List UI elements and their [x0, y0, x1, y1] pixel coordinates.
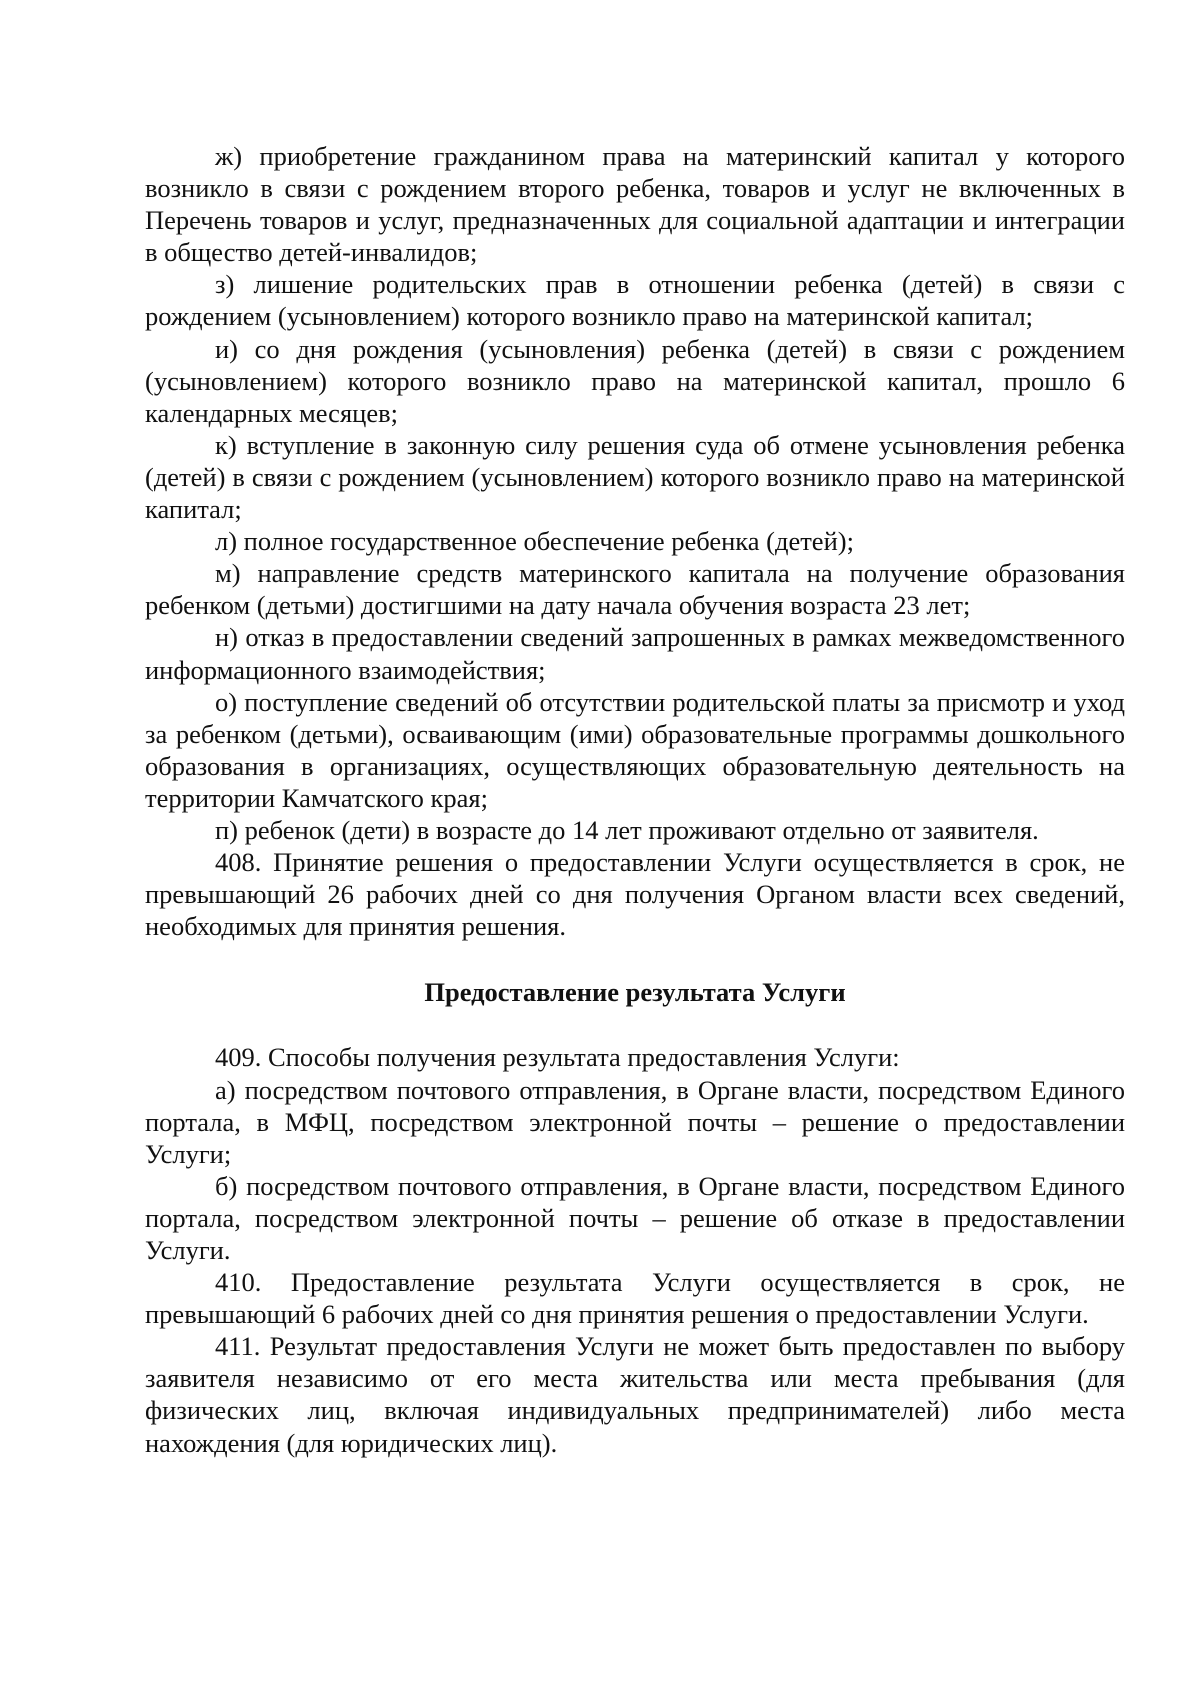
paragraph-409: 409. Способы получения результата предоставления Услуги: [215, 1042, 900, 1073]
paragraph-item-p: п) ребенок (дети) в возрасте до 14 лет проживают отдельно от заявителя. [215, 814, 1039, 845]
paragraph-item-o: о) поступление сведений об отсутствии родительской платы за присмотр и уход за ребенком (детьми), осваивающим (ими) образовательные программы дошкольного образования в организациях, осуществляющих образовательную деятельность на территории Камчатского края; [145, 686, 1125, 813]
section-heading: Предоставление результата Услуги [424, 977, 846, 1008]
paragraph-408: 408. Принятие решения о предоставлении Услуги осуществляется в срок, не превышающий 26 рабочих дней со дня получения Органом власти всех сведений, необходимых для принятия решения. [145, 847, 1125, 942]
paragraph-item-i: и) со дня рождения (усыновления) ребенка (детей) в связи с рождением (усыновлением) которого возникло право на материнской капитал, прошло 6 календарных месяцев; [145, 333, 1125, 428]
paragraph-411: 411. Результат предоставления Услуги не может быть предоставлен по выбору заявителя независимо от его места жительства или места пребывания (для физических лиц, включая индивидуальных предпринимателей) либо места нахождения (для юридических лиц). [145, 1331, 1125, 1458]
paragraph-item-k: к) вступление в законную силу решения суда об отмене усыновления ребенка (детей) в связи с рождением (усыновлением) которого возникло право на материнской капитал; [145, 429, 1125, 525]
paragraph-item-z: з) лишение родительских прав в отношении ребенка (детей) в связи с рождением (усыновлением) которого возникло право на материнской капитал; [145, 269, 1125, 332]
document-page [145, 140, 1125, 1459]
paragraph-410: 410. Предоставление результата Услуги осуществляется в срок, не превышающий 6 рабочих дней со дня принятия решения о предоставлении Услуги. [145, 1267, 1125, 1330]
paragraph-item-n: н) отказ в предоставлении сведений запрошенных в рамках межведомственного информационного взаимодействия; [145, 622, 1125, 685]
paragraph-item-l: л) полное государственное обеспечение ребенка (детей); [215, 526, 854, 557]
paragraph-item-zh: ж) приобретение гражданином права на материнский капитал у которого возникло в связи с рождением второго ребенка, товаров и услуг не включенных в Перечень товаров и услуг, предназначенных для социальной адаптации и интеграции в общество детей-инвалидов; [145, 141, 1125, 268]
paragraph-item-a: а) посредством почтового отправления, в Органе власти, посредством Единого портала, в МФЦ, посредством электронной почты – решение о предоставлении Услуги; [145, 1074, 1125, 1169]
paragraph-item-b: б) посредством почтового отправления, в Органе власти, посредством Единого портала, посредством электронной почты – решение об отказе в предоставлении Услуги. [145, 1170, 1125, 1265]
paragraph-item-m: м) направление средств материнского капитала на получение образования ребенком (детьми) достигшими на дату начала обучения возраста 23 лет; [145, 558, 1125, 621]
